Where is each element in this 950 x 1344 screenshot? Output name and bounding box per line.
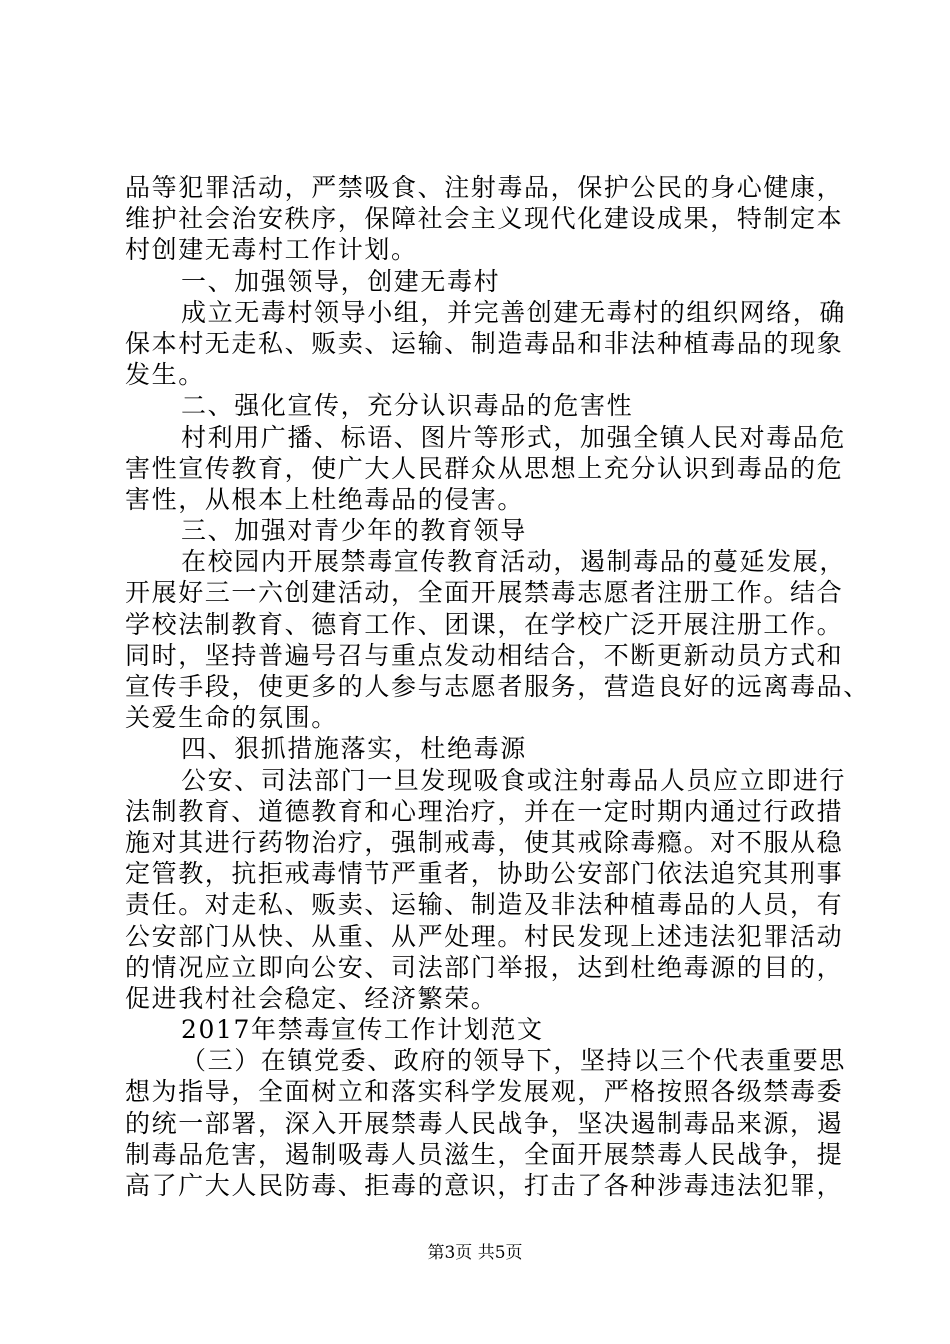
document-body	[125, 172, 870, 1201]
paragraph-line: 想为指导，全面树立和落实科学发展观，严格按照各级禁毒委	[125, 1077, 844, 1107]
paragraph-line: 关爱生命的氛围。	[125, 703, 338, 733]
paragraph-line-indented: 三、加强对青少年的教育领导	[181, 516, 527, 546]
paragraph-line: 施对其进行药物治疗，强制戒毒，使其戒除毒瘾。对不服从稳	[125, 827, 844, 857]
paragraph-line-indented: 一、加强领导，创建无毒村	[181, 266, 501, 296]
paragraph-line: 法制教育、道德教育和心理治疗，并在一定时期内通过行政措	[125, 796, 844, 826]
paragraph-line: 责任。对走私、贩卖、运输、制造及非法种植毒品的人员，有	[125, 890, 844, 920]
paragraph-line: 开展好三一六创建活动，全面开展禁毒志愿者注册工作。结合	[125, 578, 844, 608]
paragraph-line-indented: 成立无毒村领导小组，并完善创建无毒村的组织网络，确	[181, 297, 847, 327]
paragraph-line: 村创建无毒村工作计划。	[125, 235, 418, 265]
paragraph-line: 维护社会治安秩序，保障社会主义现代化建设成果，特制定本	[125, 204, 844, 234]
paragraph-line: 促进我村社会稳定、经济繁荣。	[125, 983, 498, 1013]
paragraph-line: 害性，从根本上杜绝毒品的侵害。	[125, 484, 525, 514]
page-footer: 第3页 共5页	[427, 1243, 523, 1263]
paragraph-line: 发生。	[125, 360, 205, 390]
paragraph-line-indented: （三）在镇党委、政府的领导下，坚持以三个代表重要思	[181, 1046, 847, 1076]
paragraph-line: 高了广大人民防毒、拒毒的意识，打击了各种涉毒违法犯罪，	[125, 1171, 844, 1200]
paragraph-line-indented: 二、强化宣传，充分认识毒品的危害性	[181, 391, 634, 421]
paragraph-line: 害性宣传教育，使广大人民群众从思想上充分认识到毒品的危	[125, 453, 844, 483]
paragraph-line: 的统一部署，深入开展禁毒人民战争，坚决遏制毒品来源，遏	[125, 1108, 844, 1138]
paragraph-line: 公安部门从快、从重、从严处理。村民发现上述违法犯罪活动	[125, 921, 844, 951]
paragraph-line-indented: 2017年禁毒宣传工作计划范文	[181, 1015, 544, 1045]
paragraph-line: 同时，坚持普遍号召与重点发动相结合，不断更新动员方式和	[125, 640, 844, 670]
paragraph-line-indented: 公安、司法部门一旦发现吸食或注射毒品人员应立即进行	[181, 765, 847, 795]
paragraph-line: 品等犯罪活动，严禁吸食、注射毒品，保护公民的身心健康，	[125, 173, 844, 202]
paragraph-line: 保本村无走私、贩卖、运输、制造毒品和非法种植毒品的现象	[125, 328, 844, 358]
paragraph-line: 定管教，抗拒戒毒情节严重者，协助公安部门依法追究其刑事	[125, 859, 844, 889]
paragraph-line: 制毒品危害，遏制吸毒人员滋生，全面开展禁毒人民战争，提	[125, 1139, 844, 1169]
paragraph-line: 的情况应立即向公安、司法部门举报，达到杜绝毒源的目的，	[125, 952, 844, 982]
paragraph-line-indented: 在校园内开展禁毒宣传教育活动，遏制毒品的蔓延发展，	[181, 547, 847, 577]
paragraph-line-indented: 四、狠抓措施落实，杜绝毒源	[181, 734, 527, 764]
paragraph-line-indented: 村利用广播、标语、图片等形式，加强全镇人民对毒品危	[181, 422, 847, 452]
paragraph-line: 宣传手段，使更多的人参与志愿者服务，营造良好的远离毒品、	[125, 672, 870, 701]
paragraph-line: 学校法制教育、德育工作、团课，在学校广泛开展注册工作。	[125, 609, 844, 639]
